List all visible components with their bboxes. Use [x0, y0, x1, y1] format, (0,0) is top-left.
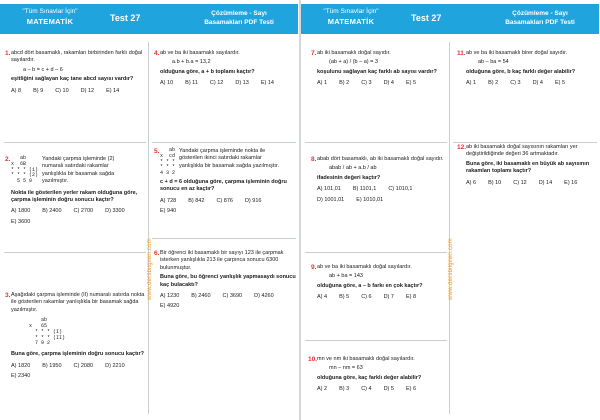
option-c[interactable]: C) 2080 [73, 362, 94, 369]
divider [4, 142, 146, 143]
option-a[interactable]: A) 8 [11, 87, 22, 94]
question-prompt: Buna göre, iki basamaklı en büyük ab sayısının rakamları toplamı kaçtır? [466, 160, 590, 175]
option-d[interactable]: D) 916 [244, 197, 262, 204]
option-e[interactable]: E) 14 [260, 80, 274, 87]
option-b[interactable]: B) 2400 [42, 208, 62, 215]
answer-options [160, 80, 298, 90]
question-formula: abab / ab + a.b / ab [329, 165, 377, 172]
answer-options [466, 180, 600, 190]
multiplication-layout [11, 156, 38, 188]
question-formula: (ab + a) / (b – a) = 3 [329, 59, 378, 66]
watermark: www.dersbilgileri.com [147, 238, 153, 300]
topic-title [187, 9, 291, 27]
question-prompt: ifadesinin değeri kaçtır? [317, 174, 381, 181]
topic-line-1: Çözümleme - Sayı [512, 10, 568, 17]
divider [453, 142, 597, 143]
question-prompt: eşitliğini sağlayan kaç tane abcd sayısı vardır? [11, 76, 134, 83]
option-d[interactable]: D) 1001,01 [317, 196, 345, 203]
option-e[interactable]: E) 3600 [11, 218, 31, 225]
question-text: Yandaki çarpma işleminde (2) numaralı satırdaki rakamlar yanlışlıkla bir basamak sağda yazılmıştır. [42, 156, 115, 185]
mul-row: * * * (1) [11, 166, 39, 173]
question-2 [5, 155, 149, 229]
question-number: 12. [457, 144, 467, 151]
option-c[interactable]: C) 3690 [222, 293, 243, 300]
option-d[interactable]: D) 2210 [105, 362, 125, 369]
answer-options [317, 386, 455, 396]
right-page [301, 0, 600, 420]
mul-row: * * * (I) [29, 328, 63, 335]
option-a[interactable]: A) 101,01 [317, 186, 341, 193]
divider [305, 340, 447, 341]
question-number: 3. [5, 292, 11, 299]
brand-label [309, 7, 393, 27]
multiplication-layout [29, 318, 65, 347]
option-b[interactable]: B) 11 [185, 80, 198, 87]
question-number: 7. [311, 50, 317, 57]
brand-subtitle: "Tüm Sınavlar İçin" [323, 8, 379, 15]
option-a[interactable]: A) 10 [160, 80, 174, 87]
question-formula: a – b = c + d – 6 [23, 66, 63, 73]
option-c[interactable]: C) 1010,1 [388, 186, 413, 193]
mul-row: 5 5 0 [11, 178, 33, 185]
brand-subtitle: "Tüm Sınavlar İçin" [22, 8, 78, 15]
answer-options [160, 293, 298, 314]
mul-row: x 6B [11, 160, 27, 167]
question-prompt: olduğuna göre, kaç farklı değer alabilir? [317, 374, 422, 381]
option-c[interactable]: C) 12 [513, 179, 527, 186]
question-text: Yandaki çarpma işleminde nokta ile gösterilen ikinci satırdaki rakamlar yanlışlıkla bir basamak sağda yazılmıştır. [179, 148, 279, 169]
question-text: mn ve nm iki basamaklı doğal sayılardır. [317, 356, 415, 362]
topic-line-2: Basamakları PDF Testi [505, 19, 575, 26]
question-prompt: olduğuna göre, b kaç farklı değer alabilir? [466, 68, 576, 75]
question-prompt: Buna göre, bu öğrenci yanlışlık yapmasaydı sonucu kaç bulacaktı? [160, 274, 296, 288]
question-8 [311, 156, 455, 207]
option-d[interactable]: D) 4260 [254, 293, 274, 300]
answer-options [11, 88, 149, 98]
option-e[interactable]: E) 2340 [11, 373, 31, 380]
option-d[interactable]: D) 4 [532, 80, 543, 87]
answer-options [317, 186, 455, 207]
question-11 [457, 50, 600, 91]
question-number: 1. [5, 50, 11, 57]
answer-options [466, 80, 600, 90]
question-text: ab iki basamaklı doğal sayıdır. [317, 50, 391, 56]
option-b[interactable]: B) 10 [488, 179, 502, 186]
mul-row: ab [29, 317, 48, 324]
question-6 [154, 250, 298, 314]
question-number: 5. [154, 148, 160, 155]
question-number: 8. [311, 156, 317, 163]
option-c[interactable]: C) 876 [216, 197, 233, 204]
test-number: Test 27 [411, 13, 442, 23]
page-header [0, 4, 298, 34]
divider [305, 142, 447, 143]
question-formula: ab + ba = 143 [329, 273, 363, 280]
question-prompt: Buna göre, çarpma işleminin doğru sonucu kaçtır? [11, 351, 144, 358]
option-b[interactable]: B) 1950 [42, 362, 62, 369]
topic-line-1: Çözümleme - Sayı [211, 10, 267, 17]
question-prompt: c + d = 6 olduğuna göre, çarpma işleminin doğru sonucu en az kaçtır? [160, 178, 287, 193]
question-9 [311, 264, 455, 305]
mul-row: x 65 [29, 323, 48, 330]
question-3 [5, 292, 149, 383]
option-e[interactable]: E) 4920 [160, 303, 180, 310]
question-prompt: Nokta ile gösterilen yerler rakam olduğuna göre, çarpma işleminin doğru sonucu kaçtır? [11, 189, 138, 204]
option-a[interactable]: A) 1800 [11, 208, 31, 215]
option-e[interactable]: E) 5 [405, 80, 417, 87]
option-b[interactable]: B) 2460 [191, 293, 211, 300]
option-e[interactable]: E) 5 [554, 80, 566, 87]
option-a[interactable]: A) 728 [160, 197, 177, 204]
question-number: 10. [308, 356, 318, 363]
option-e[interactable]: E) 14 [106, 87, 120, 94]
option-d[interactable]: D) 7 [383, 294, 394, 301]
test-number: Test 27 [110, 13, 141, 23]
option-a[interactable]: A) 2 [317, 386, 328, 393]
mul-row: * * * [160, 158, 176, 165]
brand-title: MATEMATİK [327, 17, 375, 26]
option-a[interactable]: A) 4 [317, 294, 328, 301]
option-e[interactable]: E) 16 [564, 179, 578, 186]
option-e[interactable]: E) 940 [160, 208, 177, 215]
question-text: ab iki basamaklı doğal sayısının rakamları yer değiştirildiğinde değeri 36 artmaktadır. [466, 144, 578, 158]
option-d[interactable]: D) 4 [383, 80, 394, 87]
option-c[interactable]: C) 3 [361, 80, 372, 87]
question-text: abab dört basamaklı, ab iki basamaklı doğal sayıdır. [317, 156, 444, 162]
option-d[interactable]: D) 12 [80, 87, 95, 94]
question-10 [308, 356, 455, 397]
question-number: 4. [154, 50, 160, 57]
mul-row: 4 3 2 [160, 170, 176, 177]
question-text: ab ve ba iki basamaklı birer doğal sayıdır. [466, 50, 568, 56]
question-12 [457, 144, 600, 190]
option-b[interactable]: B) 9 [33, 87, 44, 94]
question-text: abcd dört basamaklı, rakamları birbirinden farklı doğal sayılardır. [11, 50, 143, 64]
option-b[interactable]: B) 842 [188, 197, 205, 204]
answer-options [11, 208, 149, 229]
option-b[interactable]: B) 5 [339, 294, 350, 301]
question-formula: ab – ba = 54 [478, 59, 509, 66]
option-e[interactable]: E) 6 [405, 386, 417, 393]
answer-options [317, 80, 455, 90]
question-7 [311, 50, 455, 91]
divider [4, 252, 146, 253]
mul-row: * * * (2) [11, 172, 39, 179]
brand-title: MATEMATİK [26, 17, 74, 26]
option-c[interactable]: C) 3 [510, 80, 521, 87]
mul-row: ab [11, 155, 27, 161]
question-text: ab ve ba iki basamaklı sayılardır. [160, 50, 240, 56]
question-5 [154, 147, 298, 219]
question-prompt: olduğuna göre, a + b toplamı kaçtır? [160, 68, 255, 75]
option-a[interactable]: A) 1 [466, 80, 477, 87]
option-a[interactable]: A) 6 [466, 179, 477, 186]
question-prompt: koşulunu sağlayan kaç farklı ab sayısı vardır? [317, 68, 437, 75]
topic-line-2: Basamakları PDF Testi [204, 19, 274, 26]
watermark: www.dersbilgileri.com [448, 238, 454, 300]
option-d[interactable]: D) 13 [235, 80, 249, 87]
option-c[interactable]: C) 4 [361, 386, 372, 393]
option-d[interactable]: D) 14 [538, 179, 553, 186]
option-d[interactable]: D) 5 [383, 386, 394, 393]
option-a[interactable]: A) 1 [317, 80, 328, 87]
option-b[interactable]: B) 3 [339, 386, 350, 393]
question-number: 9. [311, 264, 317, 271]
answer-options [11, 363, 149, 384]
question-formula: a.b + b.a = 13,2 [172, 59, 211, 66]
option-b[interactable]: B) 2 [339, 80, 350, 87]
question-prompt: olduğuna göre, a – b farkı en çok kaçtır? [317, 282, 423, 289]
option-e[interactable]: E) 1010,01 [356, 196, 384, 203]
mul-row: x cd [160, 152, 176, 159]
option-c[interactable]: C) 6 [361, 294, 372, 301]
option-b[interactable]: B) 1101,1 [352, 186, 377, 193]
mul-row: 7 9 2 [29, 340, 51, 347]
topic-title [488, 9, 592, 27]
option-a[interactable]: A) 1820 [11, 362, 31, 369]
option-c[interactable]: C) 2700 [73, 208, 94, 215]
brand-label [8, 7, 92, 27]
mul-row: ab [160, 147, 176, 153]
question-number: 6. [154, 250, 160, 257]
divider [152, 142, 296, 143]
multiplication-layout [160, 148, 175, 177]
divider [152, 238, 296, 239]
option-c[interactable]: C) 10 [55, 87, 69, 94]
question-text: Bir öğrenci iki basamaklı bir sayıyı 123 ile çarpmak isterken yanlışlıkla 213 ile çarpınca sonucu 6300 bulunmuştur. [160, 250, 284, 271]
option-c[interactable]: C) 12 [209, 80, 224, 87]
question-1 [5, 50, 149, 98]
answer-options [160, 198, 298, 219]
question-text: Aşağıdaki çarpma işleminde (II) numaralı satırda nokta ile gösterilen rakamlar yanlışlıkla bir basamak sağda yazılmıştır. [11, 292, 145, 313]
question-text: ab ve ba iki basamaklı doğal sayılardır. [317, 264, 412, 270]
question-number: 2. [5, 156, 11, 163]
mul-row: * * * [160, 164, 176, 171]
mul-row: * * * (II) [29, 334, 66, 341]
page-header [301, 4, 599, 34]
option-a[interactable]: A) 1230 [160, 293, 180, 300]
option-d[interactable]: D) 3300 [105, 208, 125, 215]
option-b[interactable]: B) 2 [488, 80, 499, 87]
option-e[interactable]: E) 8 [405, 294, 417, 301]
divider [305, 252, 447, 253]
question-formula: mn – nm = 63 [329, 365, 363, 372]
question-4 [154, 50, 298, 91]
answer-options [317, 294, 455, 304]
question-number: 11. [457, 50, 466, 57]
